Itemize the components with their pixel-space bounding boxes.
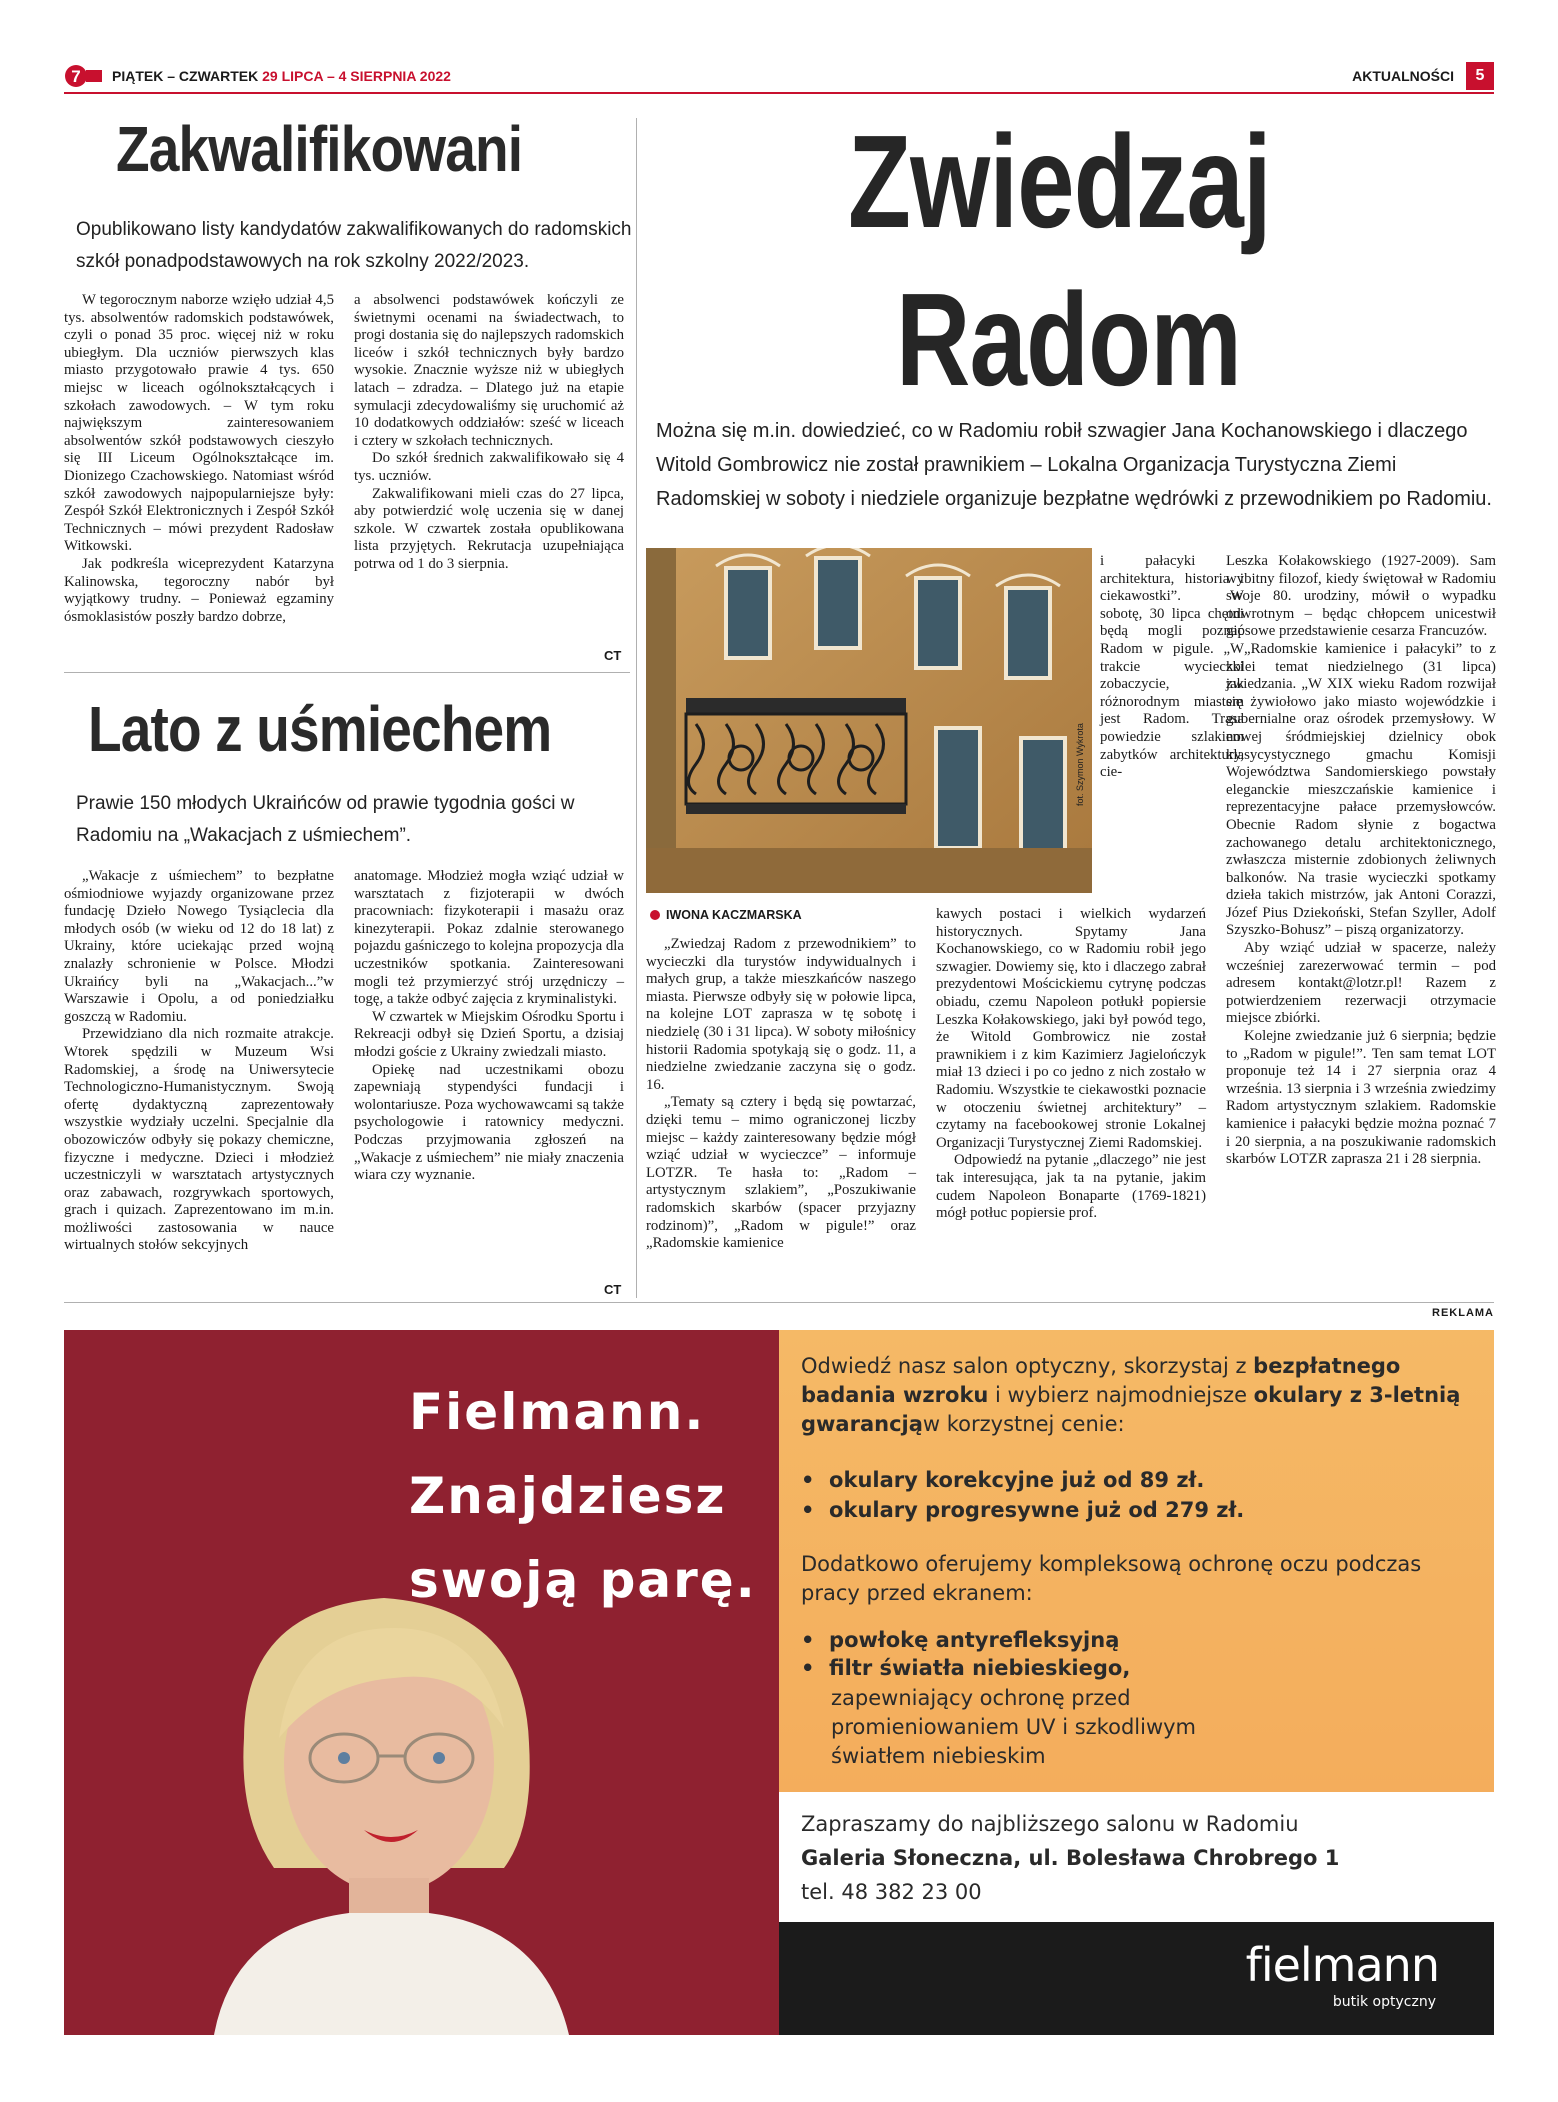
article3-author [650, 908, 802, 922]
extra-bullet-1: • powłokę antyrefleksyjną [801, 1628, 1120, 1652]
article3-col3-para-1: Leszka Kołakowskiego (1927-2009). Sam wybitny filozof, kiedy świętował w Radomiu swoje 80. urodziny, mówił o wypadku odwrotnym – będąc chłopcem unicestwił gipsowe przedstawienie cesarza Francuzów. [1226, 553, 1496, 640]
article3-column-3 [1226, 553, 1496, 1169]
article1-col2-para-2: Do szkół średnich zakwalifikowało się 4 tys. uczniów. [354, 450, 624, 484]
article2-col2-para-1: anatomage. Młodzież mogła wziąć udział w warsztatach z fizjoterapii w dwóch pracowniach: fizykoterapii i masażu oraz kinezyterapii. Pokaz zdalnie sterowanego pojazdu gaśniczego to kolejna propozycja dla uczestników spotkania. Zainteresowani mogli też przymierzyć strój urzędniczy – togę, a także odbyć zajęcia z kryminalistyki. [354, 868, 624, 1008]
fielmann-logo: fielmann [1245, 1938, 1439, 1992]
article1-signature: CT [604, 648, 622, 663]
article1-col1-para-2: Jak podkreśla wiceprezydent Katarzyna Kalinowska, tegoroczny nabór był wyjątkowy trudny. – Ponieważ egzaminy ósmoklasistów poszły bardzo dobrze, [64, 555, 334, 625]
article3-narrow-column [1100, 553, 1244, 782]
issue-date-range: 29 LIPCA – 4 SIERPNIA 2022 [262, 68, 451, 84]
photo-credit: fot. Szymon Wykrota [1075, 723, 1085, 806]
article2-column-2 [354, 868, 624, 1185]
article2-column-1 [64, 868, 334, 1255]
newspaper-logo-icon [64, 64, 104, 88]
article3-col3-para-2: „Radomskie kamienice i pałacyki” to z kolei temat niedzielnego (31 lipca) zwiedzania. „W XIX wieku Radom rozwijał się żywiołowo jako miasto wojewódzkie i gubernialne oraz ośrodek przemysłowy. W nowej śródmiejskiej dzielnicy obok klasycystycznego gmachu Komisji Województwa Sandomierskiego powstały eleganckie mieszczańskie kamienice i reprezentacyjne pałace przemysłowców. Obecnie Radom słynie z bogactwa zachowanego detalu architektonicznego, zwłaszcza misternie zdobionych żeliwnych balkonów. Na trasie wycieczki spotkamy dzieła takich mistrzów, jak Antoni Corazzi, Józef Pius Dziekoński, Stefan Szyller, Adolf Szyszko-Bohusz” – piszą organizatorzy. [1226, 640, 1496, 939]
article2-title: Lato z uśmiechem [88, 693, 552, 765]
article3-col2-para-1: kawych postaci i wielkich wydarzeń historycznych. Spytamy Jana Kochanowskiego, co w Radomiu robił jego szwagier. Dowiemy się, kto i dlaczego zabrał prezydentowi Mościckiemu cytrynę podczas obiadu, czemu Napoleon potłukł popiersie Leszka Kołakowskiego, jaki był powód tego, że Witold Gombrowicz nie został prawnikiem i z kim Kazimierz Jagielończyk miał 13 dzieci i po co jedno z nich zostało w Radomiu. Wszystkie te ciekawostki poznacie w otoczeniu świetnej architektury” – czytamy na facebookowej stronie Lokalnej Organizacji Turystycznej Ziemi Radomskiej. [936, 906, 1206, 1151]
article3-col3-para-3: Aby wziąć udział w spacerze, należy wcześniej zarezerwować termin – pod adresem kontakt@lotzr.pl! Razem z potwierdzeniem rezerwacji otrzymacie miejsce zbiórki. [1226, 940, 1496, 1027]
article2-col2-para-2: W czwartek w Miejskim Ośrodku Sportu i Rekreacji odbył się Dzień Sportu, a dzisiaj młodzi goście z Ukrainy zwiedzali miasto. [354, 1008, 624, 1060]
ad-offer-panel [779, 1330, 1494, 1792]
extra-note: zapewniający ochronę przed promieniowaniem UV i szkodliwym światłem niebieskim [831, 1686, 1196, 1768]
issue-date-prefix: PIĄTEK – CZWARTEK [112, 68, 263, 84]
price-bullet-2: • okulary progresywne już od 279 zł. [801, 1498, 1245, 1522]
extra-bullet-1-text: powłokę antyrefleksyjną [829, 1628, 1120, 1652]
article3-col1-para-1: „Zwiedzaj Radom z przewodnikiem” to wycieczki dla turystów indywidualnych i małych grup, a także mieszkańców naszego miasta. Pierwsze odbyły się w połowie lipca, na kolejne LOT zaprasza w tę sobotę i niedzielę (30 i 31 lipca). W soboty miłośnicy historii Radomia spotykają się o godz. 11, a niedzielne zwiedzanie zaczyna się o godz. 16. [646, 936, 916, 1093]
offer-intro-bold-2: okulary z 3-letnią gwarancją [801, 1383, 1461, 1436]
store-address: Galeria Słoneczna, ul. Bolesława Chrobrego 1 [801, 1846, 1340, 1870]
page-header [64, 62, 1494, 94]
slogan-line-1: Fielmann. [409, 1383, 706, 1441]
article3-narrow-para: i pałacyki – architektura, historia i ciekawostki”. W sobotę, 30 lipca chętni będą mogli poznać Radom w pigule. „W trakcie wycieczki zobaczycie, jak różnorodnym miastem jest Radom. Trasa powiedzie szlakiem zabytków architektury, cie- [1100, 553, 1244, 781]
logo-text: 7 [71, 67, 81, 86]
extra-intro: Dodatkowo oferujemy kompleksową ochronę oczu podczas pracy przed ekranem: [801, 1552, 1422, 1605]
extra-bullet-2: • filtr światła niebieskiego, [801, 1656, 1131, 1680]
price-bullet-1-text: okulary korekcyjne już od 89 zł. [829, 1468, 1205, 1492]
article1-column-1 [64, 292, 334, 626]
article3-column-2 [936, 906, 1206, 1223]
author-name: IWONA KACZMARSKA [666, 908, 802, 922]
building-facade-illustration [646, 548, 1092, 893]
ad-divider [64, 1302, 1494, 1303]
article3-col1-para-2: „Tematy są cztery i będą się powtarzać, dzięki temu – mimo ograniczonej liczby miejsc – każdy zainteresowany będzie mógł wziąć udział w wycieczce” – informuje LOTZR. Te hasła to: „Radom – artystycznym szlakiem”, „Poszukiwanie radomskich skarbów (spacer przyjazny rodzinom)”, „Radom w pigule!” oraz „Radomskie kamienice [646, 1094, 916, 1252]
ad-label: REKLAMA [1432, 1307, 1494, 1319]
article2-col2-para-3: Opiekę nad uczestnikami obozu zapewniają stypendyści fundacji i wolontariusze. Poza wychowawcami są także psychologowie i ratownicy medyczni. Podczas przyjmowania zgłoszeń na „Wakacje z uśmiechem” nie miały znaczenia wiara czy wyznanie. [354, 1061, 624, 1184]
address-intro: Zapraszamy do najbliższego salonu w Radomiu [801, 1812, 1299, 1836]
brand-subtitle: butik optyczny [1332, 1994, 1436, 2010]
article3-col3-para-4: Kolejne zwiedzanie już 6 sierpnia; będzie to „Radom w pigule!”. Ten sam temat LOT proponuje też 14 i 27 sierpnia oraz 4 września. 13 sierpnia i 3 września zwiedzimy Radom artystycznym szlakiem. Radomskie kamienice i pałacyki będzie można poznać 7 i 20 sierpnia, a na poszukiwanie radomskich skarbów LOTZR zaprasza 21 i 28 sierpnia. [1226, 1028, 1496, 1168]
article3-title-line-2: Radom [896, 266, 1242, 413]
offer-intro-bold-1: bezpłatnego badania wzroku [801, 1354, 1401, 1407]
article2-lead: Prawie 150 młodych Ukraińców od prawie tygodnia gości w Radomiu na „Wakacjach z uśmiechem”. [76, 793, 575, 846]
price-bullet-1: • okulary korekcyjne już od 89 zł. [801, 1468, 1205, 1492]
offer-intro-part-2: i wybierz najmodniejsze [988, 1383, 1254, 1407]
article1-column-2 [354, 292, 624, 574]
slogan-line-3: swoją parę. [409, 1551, 757, 1609]
article3-title-line-1: Zwiedzaj [848, 108, 1271, 255]
column-divider [636, 118, 637, 1298]
article3-lead: Można się m.in. dowiedzieć, co w Radomiu robił szwagier Jana Kochanowskiego i dlaczego Witold Gombrowicz nie został prawnikiem – Lokalna Organizacja Turystyczna Ziemi Radomskiej w soboty i niedziele organizuje bezpłatne wędrówki z przewodnikiem po Radomiu. [656, 420, 1492, 510]
article1-lead: Opublikowano listy kandydatów zakwalifikowanych do radomskich szkół ponadpodstawowych na rok szkolny 2022/2023. [76, 219, 632, 272]
slogan-line-2: Znajdziesz [409, 1467, 727, 1525]
price-bullet-2-text: okulary progresywne już od 279 zł. [829, 1498, 1245, 1522]
article2-col1-para-2: Przewidziano dla nich rozmaite atrakcje. Wtorek spędzili w Muzeum Wsi Radomskiej, a środę na Uniwersytecie Technologiczno-Humanistycznym. Swoją ofertę dydaktyczną zaprezentowały wszystkie wydziały uczelni. Specjalnie dla obozowiczów odbyły się pokazy chemiczne, fizyczne i medyczne. Dzieci i młodzież uczestniczyli w warsztatach artystycznych oraz zabawach, rozgrywkach sportowych, grach i quizach. Zaprezentowano im m.in. możliwości zastosowania w nauce wirtualnych stołów sekcyjnych [64, 1026, 334, 1254]
ad-brand-bar [779, 1922, 1494, 2035]
article3-col2-para-2: Odpowiedź na pytanie „dlaczego” nie jest tak interesująca, jak ta na pytanie, jakim cudem Napoleon Bonaparte (1769-1821) mógł potłuc popiersie prof. [936, 1152, 1206, 1222]
article1-title: Zakwalifikowani [116, 113, 523, 185]
article2-col1-para-1: „Wakacje z uśmiechem” to bezpłatne ośmiodniowe wyjazdy organizowane przez fundację Dzieło Nowego Tysiąclecia dla młodych osób (w wieku od 12 do 18 lat) z Ukrainy, które uciekając przed wojną znalazły schronienie w Polsce. Młodzi Ukraińcy byli na „Wakacjach...”w Warszawie i Opolu, a od poniedziałku goszczą w Radomiu. [64, 868, 334, 1025]
article3-column-1 [646, 936, 916, 1253]
ad-address-panel [779, 1792, 1494, 1922]
author-bullet-icon [650, 910, 660, 920]
extra-bullet-2-text: filtr światła niebieskiego, [829, 1656, 1131, 1680]
article1-col2-para-3: Zakwalifikowani mieli czas do 27 lipca, aby potwierdzić wolę uczenia się w danej szkole. W czwartek została opublikowana lista przyjętych. Rekrutacja uzupełniająca potrwa od 1 do 3 sierpnia. [354, 485, 624, 572]
offer-intro-part-1: Odwiedź nasz salon optyczny, skorzystaj z [801, 1354, 1254, 1378]
article-divider [64, 672, 630, 673]
ad-slogan [409, 1370, 757, 1622]
issue-date [112, 68, 451, 84]
article3-photo-balcony [646, 548, 1092, 893]
section-name: AKTUALNOŚCI [1352, 68, 1454, 84]
page-number: 5 [1466, 62, 1494, 90]
offer-intro-part-3: w korzystnej cenie: [922, 1412, 1125, 1436]
article1-col1-para-1: W tegorocznym naborze wzięło udział 4,5 tys. absolwentów radomskich podstawówek, czyli o ponad 35 proc. więcej niż w roku ubiegłym. Dla uczniów pierwszych klas miasto przygotowało prawie 4 tys. 650 miejsc w liceach ogólnokształcących i szkołach zawodowych. – W tym roku największym zainteresowaniem absolwentów szkół podstawowych cieszyło się III Liceum Ogólnokształcące im. Dionizego Czachowskiego. Natomiast wśród szkół zawodowych najpopularniejsze były: Zespół Szkół Elektronicznych i Zespół Szkół Technicznych – mówi prezydent Radosław Witkowski. [64, 292, 334, 555]
fielmann-advertisement [64, 1330, 1494, 2035]
offer-intro [801, 1352, 1471, 1439]
store-phone: tel. 48 382 23 00 [801, 1880, 982, 1904]
woman-portrait-illustration [184, 1568, 604, 2035]
article2-signature: CT [604, 1282, 622, 1297]
article1-col2-para-1: a absolwenci podstawówek kończyli ze świetnymi ocenami na świadectwach, to progi dostania się do najlepszych radomskich liceów i szkół technicznych były bardzo wysokie. Znacznie wyższe niż w ubiegłych latach – zdradza. – Dlatego już na etapie symulacji zdecydowaliśmy się uruchomić aż 10 dodatkowych oddziałów: sześć w liceach i cztery w szkołach technicznych. [354, 292, 624, 449]
